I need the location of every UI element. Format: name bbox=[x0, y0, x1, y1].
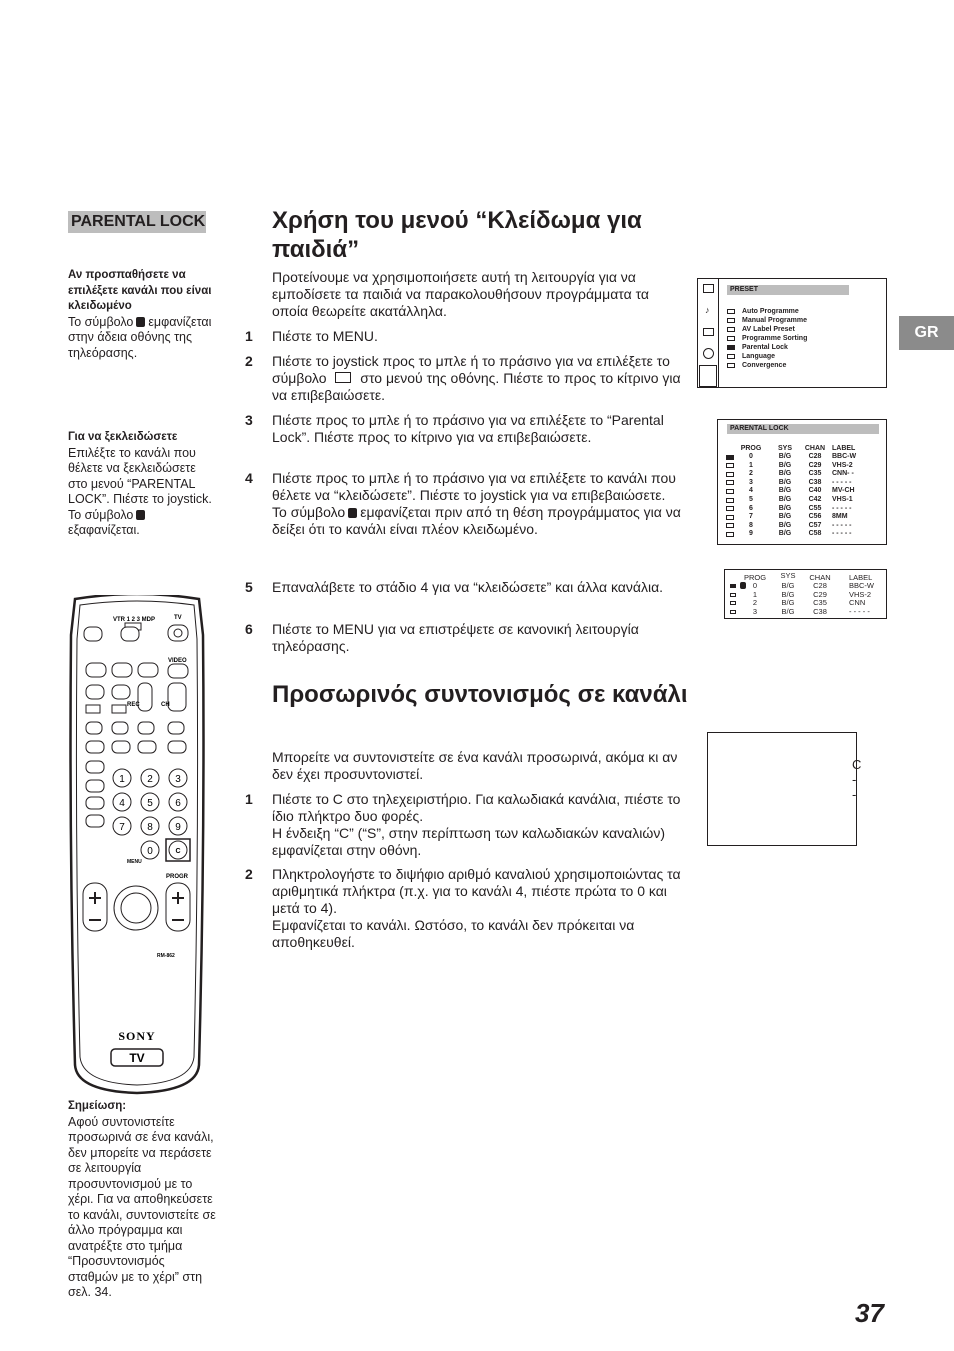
rec-label: REC bbox=[127, 702, 140, 708]
table-cell: B/G bbox=[778, 496, 792, 503]
timer-icon bbox=[703, 348, 714, 359]
note-text: Το σύμβολο bbox=[68, 314, 134, 329]
menu-item: Manual Programme bbox=[742, 317, 807, 324]
column-header: PROG bbox=[740, 445, 762, 452]
step-4 bbox=[245, 470, 685, 538]
table-cell: 8 bbox=[749, 521, 753, 529]
table-cell: C35 bbox=[808, 470, 822, 478]
step-1 bbox=[245, 328, 685, 345]
step-text: Πιέστε προς το μπλε ή το πράσινο για να επιλέξετε το κανάλι που θέλετε να “κλειδώσετε”. Πιέστε το joystick για να επιβεβαιώσετε. bbox=[272, 470, 676, 503]
tuning-screen bbox=[707, 732, 862, 846]
table-cell: 2 bbox=[752, 598, 758, 607]
table-cell: C57 bbox=[808, 521, 822, 529]
table-cell: 2 bbox=[749, 470, 753, 478]
digit-9: 9 bbox=[175, 822, 181, 833]
table-cell: B/G bbox=[781, 598, 795, 607]
table-cell: C28 bbox=[808, 453, 822, 460]
digit-3: 3 bbox=[175, 774, 181, 785]
table-cell: CNN- - bbox=[832, 470, 854, 478]
step-number: 2 bbox=[245, 866, 253, 882]
channel-indicator: C - - bbox=[852, 757, 862, 802]
sony-logo: SONY bbox=[118, 1029, 156, 1043]
menu-bullet bbox=[727, 318, 735, 323]
note-text: εμφανίζεται στην άδεια οθόνης της τηλεόρασης. bbox=[68, 314, 212, 360]
table-cell: 9 bbox=[749, 530, 753, 538]
step-number: 2 bbox=[245, 353, 253, 369]
model-label: RM-862 bbox=[157, 953, 175, 959]
column-header: SYS bbox=[780, 571, 796, 580]
table-cell: VHS-2 bbox=[849, 589, 872, 599]
table-cell: B/G bbox=[781, 581, 795, 590]
digit-7: 7 bbox=[119, 822, 125, 833]
menu-item: Programme Sorting bbox=[742, 335, 808, 342]
lock-checkbox[interactable] bbox=[726, 498, 734, 503]
lock-checkbox[interactable] bbox=[726, 455, 734, 460]
digit-2: 2 bbox=[147, 774, 153, 785]
table-cell: C40 bbox=[808, 487, 822, 495]
step-text: Πιέστε το joystick προς το μπλε ή το πράσινο για να επιλέξετε το σύμβολο bbox=[272, 353, 670, 386]
note-heading: Σημείωση: bbox=[68, 1100, 127, 1112]
digit-5: 5 bbox=[147, 798, 153, 809]
step-2 bbox=[245, 353, 685, 404]
ch-label: CH bbox=[161, 702, 170, 708]
preset-menu-screen bbox=[697, 278, 887, 388]
step-text: Πιέστε το MENU για να επιστρέψετε σε κανονική λειτουργία τηλεόρασης. bbox=[272, 621, 639, 654]
tuning-step-2 bbox=[245, 866, 685, 951]
table-cell: C38 bbox=[808, 478, 822, 486]
table-cell: 1 bbox=[749, 461, 753, 469]
section-2-title: Προσωρινός συντονισμός σε κανάλι bbox=[272, 681, 688, 708]
table-cell: 8MM bbox=[832, 513, 848, 521]
table-cell: B/G bbox=[778, 453, 792, 460]
lock-checkbox bbox=[730, 610, 736, 614]
note-text: εξαφανίζεται. bbox=[68, 523, 140, 537]
video-label: VIDEO bbox=[168, 658, 187, 664]
table-cell: VHS-2 bbox=[832, 461, 853, 469]
table-cell: CNN bbox=[849, 598, 866, 607]
table-cell: 5 bbox=[749, 496, 753, 503]
table-cell: C55 bbox=[808, 504, 822, 512]
column-header: SYS bbox=[777, 445, 792, 452]
table-cell: VHS-1 bbox=[832, 496, 853, 503]
digit-4: 4 bbox=[119, 798, 125, 809]
temporary-tuning-note bbox=[68, 1099, 218, 1301]
lock-checkbox[interactable] bbox=[726, 515, 734, 520]
table-cell: B/G bbox=[778, 504, 792, 512]
lock-icon bbox=[348, 508, 357, 518]
table-cell: BBC-W bbox=[832, 453, 857, 460]
table-cell: 6 bbox=[749, 504, 753, 512]
lock-checkbox bbox=[730, 593, 736, 597]
table-cell: - - - - - bbox=[832, 530, 852, 538]
section-2-intro: Μπορείτε να συντονιστείτε σε ένα κανάλι προσωρινά, ακόμα κι αν δεν έχει προσυντονιστεί. bbox=[272, 749, 678, 782]
lock-checkbox[interactable] bbox=[726, 523, 734, 528]
note-text: Αφού συντονιστείτε προσωρινά σε ένα κανάλι, δεν μπορείτε να περάσετε σε λειτουργία προσυντονισμού με το χέρι. Για να αποθηκεύσετε το κανάλι, συντονιστείτε σε άλλο πρόγραμμα και ανατρέξτε στο τμήμα “Προσυντονισμός σταθμών με το χέρι” στη σελ. 34. bbox=[68, 1114, 216, 1299]
table-cell: C29 bbox=[808, 461, 822, 469]
lock-checkbox[interactable] bbox=[726, 506, 734, 511]
step-text: στο μενού της οθόνης. Πιέστε το προς το κίτρινο για να επιβεβαιώσετε. bbox=[272, 370, 681, 403]
digit-c: C bbox=[175, 848, 181, 855]
table-cell: - - - - - bbox=[832, 478, 852, 486]
column-header: LABEL bbox=[849, 573, 873, 582]
lock-checkbox[interactable] bbox=[726, 463, 734, 468]
table-cell: C56 bbox=[808, 513, 822, 521]
lock-checkbox[interactable] bbox=[726, 532, 734, 537]
table-cell: C28 bbox=[813, 581, 827, 590]
picture-icon bbox=[703, 284, 714, 293]
column-header: PROG bbox=[743, 573, 767, 582]
section-1-title: Χρήση του μενού “Κλείδωμα για παιδιά” bbox=[272, 207, 642, 263]
lock-checkbox[interactable] bbox=[726, 472, 734, 477]
digit-1: 1 bbox=[119, 774, 125, 785]
menu-icon-column bbox=[698, 279, 719, 387]
step-number: 1 bbox=[245, 328, 253, 344]
lock-checkbox[interactable] bbox=[726, 480, 734, 485]
sound-icon: ♪ bbox=[705, 305, 710, 315]
vtr-mdp-label: VTR 1 2 3 MDP bbox=[113, 617, 156, 623]
table-cell: B/G bbox=[778, 530, 792, 538]
menu-bullet bbox=[727, 363, 735, 368]
table-cell: C58 bbox=[808, 530, 822, 538]
table-cell: B/G bbox=[778, 461, 792, 469]
table-cell: C42 bbox=[808, 496, 822, 503]
preset-header: PRESET bbox=[727, 285, 849, 295]
locked-channels-screen bbox=[724, 569, 887, 619]
menu-label: MENU bbox=[127, 859, 142, 865]
lock-checkbox[interactable] bbox=[726, 489, 734, 494]
table-cell: B/G bbox=[781, 606, 795, 616]
menu-item: Auto Programme bbox=[742, 308, 799, 315]
step-text: Πιέστε το MENU. bbox=[272, 328, 378, 344]
step-number: 3 bbox=[245, 412, 253, 428]
menu-item: AV Label Preset bbox=[742, 326, 795, 333]
table-cell: B/G bbox=[778, 478, 792, 486]
table-cell: - - - - - bbox=[832, 521, 852, 529]
step-number: 6 bbox=[245, 621, 253, 637]
table-cell: C29 bbox=[813, 589, 827, 599]
lock-icon bbox=[136, 510, 145, 520]
menu-item: Convergence bbox=[742, 362, 787, 369]
menu-item-selected: Parental Lock bbox=[742, 344, 788, 351]
lock-icon bbox=[136, 317, 145, 327]
step-text: Πιέστε προς το μπλε ή το πράσινο για να επιλέξετε το “Parental Lock”. Πιέστε προς το κίτρινο για να επιβεβαιώσετε. bbox=[272, 412, 664, 445]
parental-lock-screen bbox=[717, 419, 887, 545]
menu-bullet bbox=[727, 327, 735, 332]
table-cell: 7 bbox=[749, 513, 753, 521]
table-cell: - - - - - bbox=[832, 504, 852, 512]
language-tab: GR bbox=[899, 316, 954, 350]
unlock-note bbox=[68, 430, 218, 539]
table-cell: 3 bbox=[752, 606, 758, 616]
parental-lock-header: PARENTAL LOCK bbox=[727, 424, 879, 434]
menu-bullet bbox=[727, 354, 735, 359]
lock-checkbox bbox=[730, 601, 736, 605]
section-1-intro: Προτείνουμε να χρησιμοποιήσετε αυτή τη λειτουργία για να εμποδίσετε τα παιδιά να παρακολουθήσουν προγράμματα τα οποία θεωρείτε ακατάλληλα. bbox=[272, 269, 650, 319]
table-cell: B/G bbox=[778, 487, 792, 495]
column-header: CHAN bbox=[804, 445, 826, 452]
table-cell: C38 bbox=[813, 606, 827, 616]
step-number: 5 bbox=[245, 579, 253, 595]
table-cell: 1 bbox=[752, 589, 758, 599]
menu-item: Language bbox=[742, 353, 776, 360]
note-heading: Αν προσπαθήσετε να επιλέξετε κανάλι που είναι κλειδωμένο bbox=[68, 269, 212, 312]
step-text: εμφανίζεται πριν από τη θέση προγράμματος για να δείξει ότι το κανάλι είναι πλέον κλειδωμένο. bbox=[272, 504, 681, 537]
table-cell: BBC-W bbox=[849, 581, 874, 590]
page-number: 37 bbox=[855, 1298, 884, 1328]
menu-bullet-selected bbox=[727, 345, 735, 350]
step-6 bbox=[245, 621, 685, 655]
column-header: CHAN bbox=[809, 573, 831, 582]
step-3 bbox=[245, 412, 685, 446]
step-text: Πληκτρολογήστε το διψήφιο αριθμό καναλιού χρησιμοποιώντας τα αριθμητικά πλήκτρα (π.χ. για το κανάλι 4, πιέστε πρώτα το 0 και μετά το 4). bbox=[272, 866, 681, 916]
progr-label: PROGR bbox=[166, 874, 189, 880]
column-header: LABEL bbox=[832, 445, 856, 452]
table-cell: - - - - - bbox=[849, 606, 870, 616]
step-text: Πιέστε το C στο τηλεχειριστήριο. Για καλωδιακά κανάλια, πιέστε το ίδιο πλήκτρο δυο φορές. bbox=[272, 791, 681, 824]
table-cell: B/G bbox=[781, 589, 795, 599]
menu-bullet bbox=[727, 309, 735, 314]
step-5 bbox=[245, 579, 685, 596]
lock-checkbox bbox=[730, 584, 736, 588]
tuning-step-1 bbox=[245, 791, 685, 859]
tv-button-label: TV bbox=[129, 1051, 145, 1065]
digit-6: 6 bbox=[175, 798, 181, 809]
locked-channel-note bbox=[68, 268, 218, 361]
step-text: Εμφανίζεται το κανάλι. Ωστόσο, το κανάλι δεν πρόκειται να αποθηκευθεί. bbox=[272, 917, 635, 950]
remote-control-illustration bbox=[69, 595, 205, 1095]
table-cell: C35 bbox=[813, 598, 827, 607]
preset-icon bbox=[699, 365, 717, 387]
step-text: Η ένδειξη “C” (“S”, στην περίπτωση των καλωδιακών καναλιών) εμφανίζεται στην οθόνη. bbox=[272, 825, 665, 858]
step-number: 1 bbox=[245, 791, 253, 807]
table-cell: 3 bbox=[749, 478, 753, 486]
note-heading: Για να ξεκλειδώσετε bbox=[68, 431, 178, 443]
digit-8: 8 bbox=[147, 822, 153, 833]
step-text: Επαναλάβετε το στάδιο 4 για να “κλειδώσετε” και άλλα κανάλια. bbox=[272, 579, 664, 595]
table-cell: B/G bbox=[778, 513, 792, 521]
table-cell: B/G bbox=[778, 521, 792, 529]
table-cell: 4 bbox=[749, 487, 753, 495]
section-tag: PARENTAL LOCK bbox=[68, 211, 206, 233]
table-cell: MV-CH bbox=[832, 487, 855, 495]
table-cell: B/G bbox=[778, 470, 792, 478]
step-number: 4 bbox=[245, 470, 253, 486]
table-cell: 0 bbox=[752, 581, 758, 590]
menu-bullet bbox=[727, 336, 735, 341]
digit-0: 0 bbox=[147, 846, 153, 857]
table-cell: 0 bbox=[749, 453, 753, 460]
tv-label: TV bbox=[174, 615, 182, 621]
parental-lock-icon bbox=[335, 372, 351, 383]
features-icon bbox=[703, 328, 714, 336]
step-text: Το σύμβολο bbox=[272, 504, 346, 520]
note-text: Επιλέξτε το κανάλι που θέλετε να ξεκλειδώσετε στο μενού “PARENTAL LOCK”. Πιέστε το joystick. Το σύμβολο bbox=[68, 445, 212, 522]
